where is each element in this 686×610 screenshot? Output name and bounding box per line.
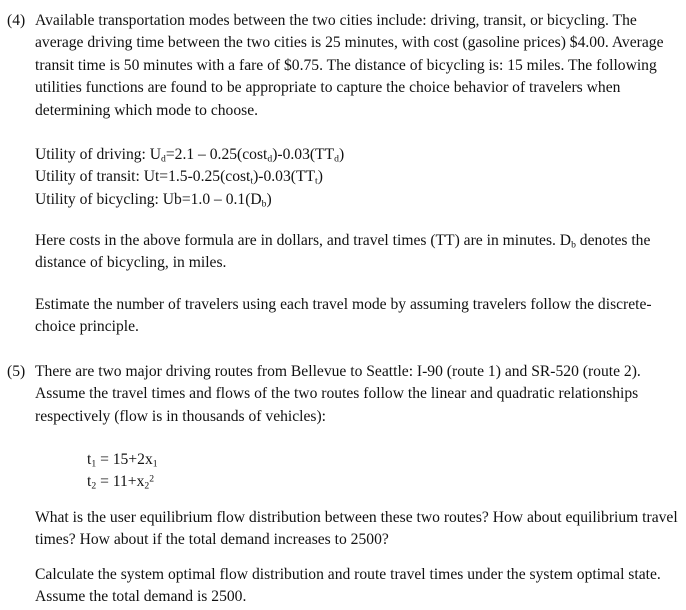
utility-bicycling: Utility of bicycling: $Ub=1.0 - 0.1(D_b)$	[35, 190, 272, 210]
units-note: Here costs in the above formula are in dollars, and travel times (TT) are in minutes. $D_b$ denotes the distance of bicycling, in miles.	[35, 232, 651, 272]
problem-4-number: (4)	[7, 12, 26, 29]
problem-4-intro: Available transportation modes between the two cities include: driving, transit, or bicycling. The average driving time between the two cities is 25 minutes, with cost (gasoline prices) $4.00. Average transit time is 50 minutes with a fare of $0.75. The distance of bicycling is: 15 miles. The following utilities functions are found to be appropriate to capture the choice behavior of travelers when determining which mode to choose.	[35, 12, 664, 119]
utility-transit: Utility of transit: $Ut=1.5-0.25(\cos t_t)-0.03(TT_t)$	[35, 168, 323, 187]
equation-route-2: $t_2 = 11+x_2^2$	[87, 473, 155, 492]
utility-driving: Utility of driving: $U_d=2.1 - 0.25(\cos t_d)-0.03(TT_d)$	[35, 146, 345, 165]
problem-5-question-1: What is the user equilibrium flow distribution between these two routes? How about equilibrium travel times? How about if the total demand increases to 2500?	[35, 509, 678, 549]
problem-4-task: Estimate the number of travelers using each travel mode by assuming travelers follow the discrete-choice principle.	[35, 296, 652, 336]
problem-5-number: (5)	[7, 363, 26, 380]
utility-functions	[35, 144, 679, 211]
problem-5-question-2: Calculate the system optimal flow distribution and route travel times under the system optimal state. Assume the total demand is 2500.	[35, 566, 661, 606]
travel-time-equations	[87, 449, 387, 494]
problem-5-intro: There are two major driving routes from Bellevue to Seattle: I-90 (route 1) and SR-520 (route 2). Assume the travel times and flows of the two routes follow the linear and quadratic relationships respectively (flow is in thousands of vehicles):	[35, 363, 641, 425]
equation-route-1: $t_1 = 15+2x_1$	[87, 451, 158, 470]
